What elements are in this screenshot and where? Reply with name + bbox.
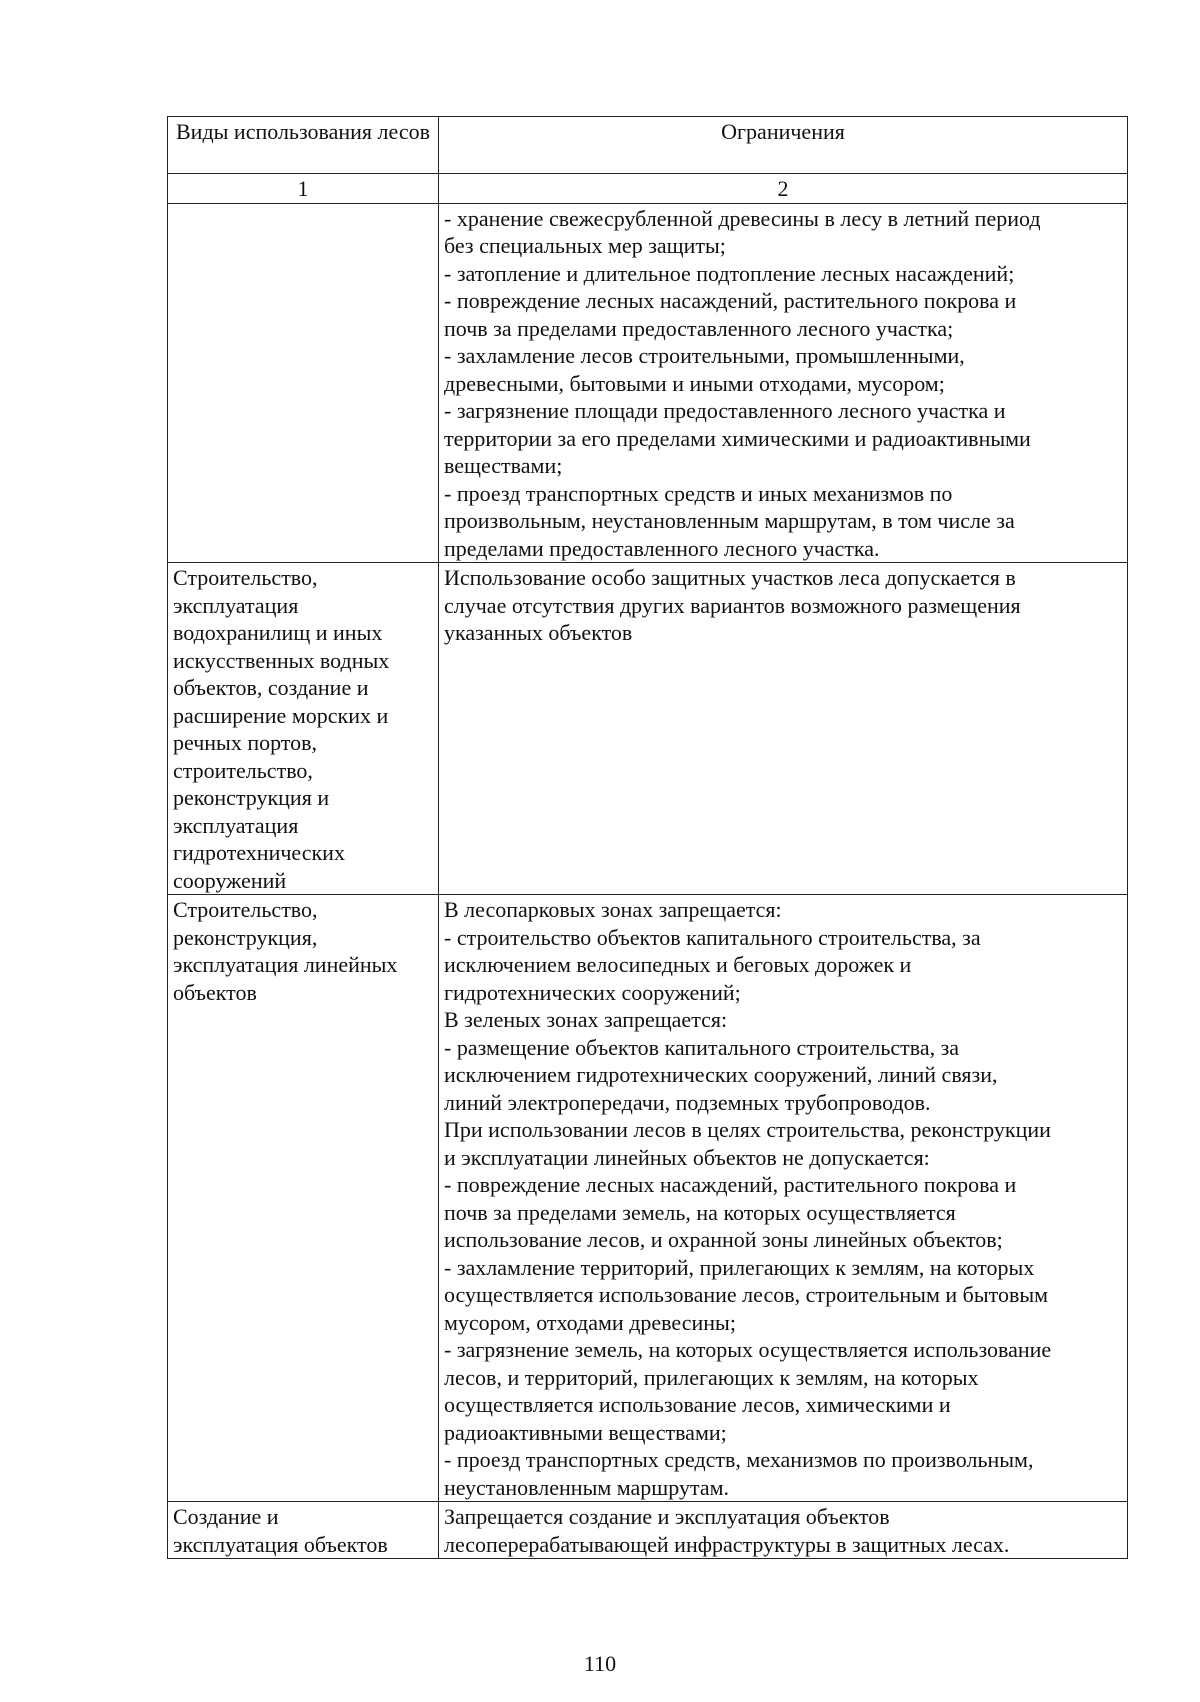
restriction-line: почв за пределами предоставленного лесного участка; [444, 315, 954, 341]
restriction-line: - захламление лесов строительными, промышленными, [444, 343, 965, 368]
restriction-line: - проезд транспортных средств, механизмов по произвольным, [444, 1447, 1034, 1472]
forest-use-type-cell [168, 1502, 439, 1559]
restriction-line: - хранение свежесрубленной древесины в лесу в летний период [444, 205, 1041, 231]
forest-use-type-line: эксплуатация объектов [173, 1531, 388, 1557]
forest-use-type-line: эксплуатация [173, 592, 299, 618]
forest-use-type-line: гидротехнических [173, 840, 345, 865]
restriction-line: мусором, отходами древесины; [444, 1309, 736, 1335]
restriction-line: древесными, бытовыми и иными отходами, мусором; [444, 370, 945, 396]
restriction-line: и эксплуатации линейных объектов не допускается: [444, 1144, 930, 1170]
forest-use-type-line: реконструкция, [173, 924, 318, 950]
header-row [168, 117, 1128, 174]
restriction-line: лесов, и территорий, прилегающих к землям, на которых [444, 1364, 979, 1390]
forest-use-type-line: сооружений [173, 867, 287, 893]
forest-use-type-cell [168, 895, 439, 1502]
restriction-line: Использование особо защитных участков леса допускается в [444, 565, 1016, 590]
restriction-line: исключением велосипедных и беговых дорожек и [444, 952, 912, 977]
restrictions-cell [439, 563, 1128, 895]
restriction-line: гидротехнических сооружений; [444, 979, 741, 1005]
restrictions-cell [439, 895, 1128, 1502]
restriction-line: неустановленным маршрутам. [444, 1474, 730, 1500]
table-row [168, 895, 1128, 1502]
forest-use-type-line: Строительство, [173, 565, 318, 590]
restriction-line: указанных объектов [444, 620, 633, 645]
page-number: 110 [583, 1651, 617, 1676]
forest-use-type-line: эксплуатация [173, 812, 299, 838]
restriction-line: пределами предоставленного лесного участка. [444, 535, 880, 561]
restriction-line: Запрещается создание и эксплуатация объектов [444, 1504, 890, 1529]
table-row [168, 1502, 1128, 1559]
restriction-line: В лесопарковых зонах запрещается: [444, 897, 782, 922]
forest-use-type-cell [168, 563, 439, 895]
forest-use-type-line: Строительство, [173, 897, 318, 922]
restriction-line: веществами; [444, 453, 563, 478]
restriction-line: В зеленых зонах запрещается: [444, 1007, 728, 1032]
restriction-line: - загрязнение земель, на которых осуществляется использование [444, 1337, 1052, 1362]
forest-use-type-cell [168, 203, 439, 563]
forest-use-type-line: эксплуатация линейных [173, 952, 398, 977]
forest-use-type-line: искусственных водных [173, 647, 390, 673]
restriction-line: - затопление и длительное подтопление лесных насаждений; [444, 260, 1015, 286]
table-row [168, 203, 1128, 563]
restrictions-cell [439, 203, 1128, 563]
restriction-line: почв за пределами земель, на которых осуществляется [444, 1199, 956, 1225]
restriction-line: - проезд транспортных средств и иных механизмов по [444, 480, 953, 506]
forest-use-type-line: реконструкция и [173, 785, 330, 810]
restrictions-table [167, 116, 1128, 1559]
restriction-line: без специальных мер защиты; [444, 233, 726, 258]
forest-use-type-line: речных портов, [173, 730, 318, 755]
restriction-line: произвольным, неустановленным маршрутам, в том числе за [444, 508, 1015, 533]
restrictions-cell [439, 1502, 1128, 1559]
restriction-line: радиоактивными веществами; [444, 1419, 727, 1445]
restriction-line: осуществляется использование лесов, химическими и [444, 1392, 951, 1417]
restriction-line: осуществляется использование лесов, строительным и бытовым [444, 1282, 1049, 1307]
forest-use-type-line: Создание и [173, 1504, 279, 1529]
column-number-row [168, 174, 1128, 204]
restriction-line: - размещение объектов капитального строительства, за [444, 1034, 960, 1060]
restriction-line: - захламление территорий, прилегающих к землям, на которых [444, 1254, 1035, 1280]
restriction-line: использование лесов, и охранной зоны линейных объектов; [444, 1227, 1003, 1252]
restriction-line: - повреждение лесных насаждений, растительного покрова и [444, 1172, 1017, 1197]
forest-use-type-line: объектов, создание и [173, 675, 369, 700]
restriction-line: - загрязнение площади предоставленного лесного участка и [444, 398, 1006, 423]
restriction-line: - строительство объектов капитального строительства, за [444, 924, 981, 950]
restriction-line: территории за его пределами химическими и радиоактивными [444, 425, 1031, 451]
restriction-line: лесоперерабатывающей инфраструктуры в защитных лесах. [444, 1531, 1010, 1557]
column-number-1: 1 [168, 174, 439, 204]
restriction-line: При использовании лесов в целях строительства, реконструкции [444, 1117, 1051, 1142]
forest-use-type-line: объектов [173, 979, 257, 1005]
forest-use-type-line: расширение морских и [173, 702, 389, 728]
restriction-line: исключением гидротехнических сооружений, линий связи, [444, 1062, 998, 1087]
table-row [168, 563, 1128, 895]
restriction-line: - повреждение лесных насаждений, растительного покрова и [444, 288, 1017, 313]
forest-use-type-line: строительство, [173, 757, 313, 783]
column-number-2: 2 [439, 174, 1128, 204]
header-restrictions: Ограничения [439, 117, 1128, 174]
restriction-line: случае отсутствия других вариантов возможного размещения [444, 592, 1021, 618]
forest-use-type-line: водохранилищ и иных [173, 620, 383, 645]
restriction-line: линий электропередачи, подземных трубопроводов. [444, 1089, 931, 1115]
header-forest-use-types: Виды использования лесов [168, 117, 439, 174]
